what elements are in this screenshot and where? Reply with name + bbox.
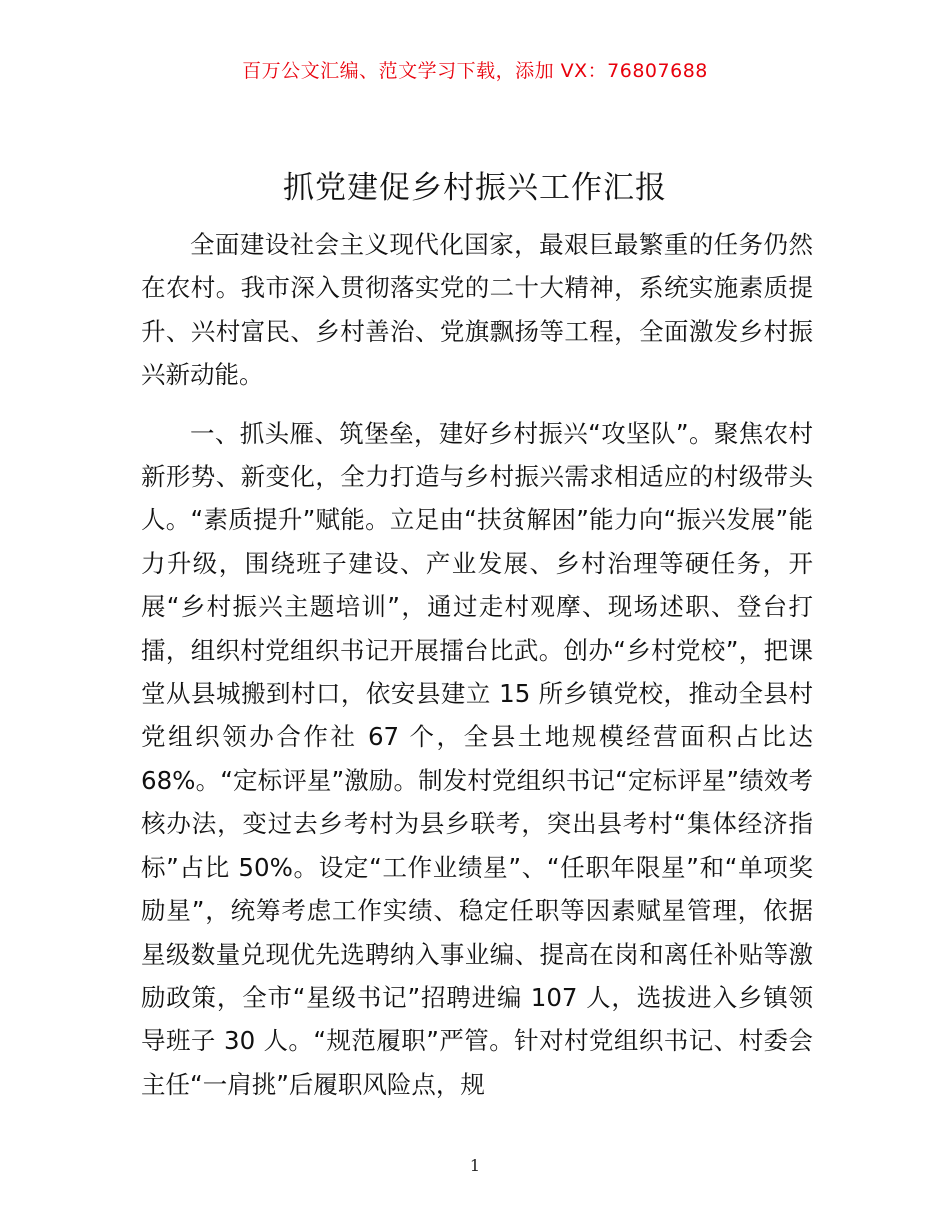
page-number: 1 — [469, 1156, 481, 1175]
header-banner: 百万公文汇编、范文学习下载，添加 VX：76807688 — [242, 60, 708, 82]
document-body — [141, 223, 813, 1106]
paragraph-intro: 全面建设社会主义现代化国家，最艰巨最繁重的任务仍然在农村。我市深入贯彻落实党的二十大精神，系统实施素质提升、兴村富民、乡村善治、党旗飘扬等工程，全面激发乡村振兴新动能。 — [141, 230, 813, 390]
paragraph-section-one: 一、抓头雁、筑堡垒，建好乡村振兴“攻坚队”。聚焦农村新形势、新变化，全力打造与乡村振兴需求相适应的村级带头人。“素质提升”赋能。立足由“扶贫解困”能力向“振兴发展”能力升级，围绕班子建设、产业发展、乡村治理等硬任务，开展“乡村振兴主题培训”，通过走村观摩、现场述职、登台打擂，组织村党组织书记开展擂台比武。创办“乡村党校”，把课堂从县城搬到村口，依安县建立 15 所乡镇党校，推动全县村党组织领办合作社 67 个，全县土地规模经营面积占比达 68%。“定标评星”激励。制发村党组织书记“定标评星”绩效考核办法，变过去乡考村为县乡联考，突出县考村“集体经济指标”占比 50%。设定“工作业绩星”、“任职年限星”和“单项奖励星”，统筹考虑工作实绩、稳定任职等因素赋星管理，依据星级数量兑现优先选聘纳入事业编、提高在岗和离任补贴等激励政策，全市“星级书记”招聘进编 107 人，选拔进入乡镇领导班子 30 人。“规范履职”严管。针对村党组织书记、村委会主任“一肩挑”后履职风险点，规 — [141, 418, 813, 1099]
document-title: 抓党建促乡村振兴工作汇报 — [283, 170, 667, 206]
